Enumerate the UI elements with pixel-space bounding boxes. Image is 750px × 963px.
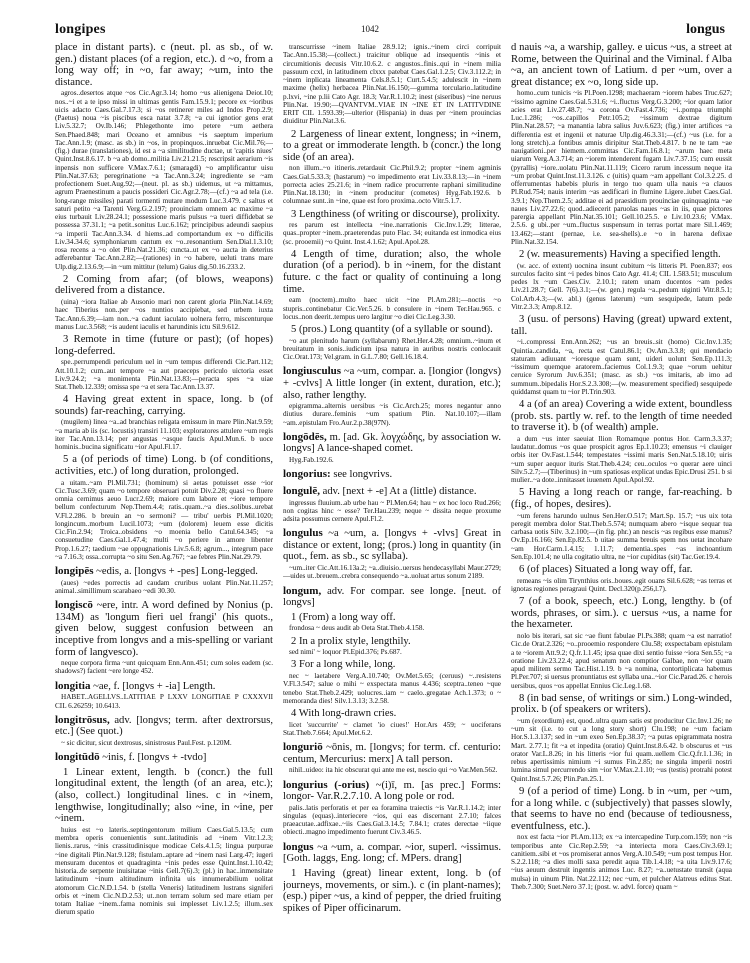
- citation-block: nolo bis iterari, sat sic ~ae fiunt fabulae Pl.Ps.388; quam ~a est narratio! Cic.de Orat.2.326; ~o..prooemio respondere Clu.58; exspectabam epistulam a te ~iorem Att.9.2; Q.fr.1.1.45; ipsa quae dixi sentio fuisse ~iora Sen.55; ~a oratione Liv.23.22.4; apud senatum non comptior Galbae, non ~ior quam apud militem sermo Tac.Hist.1.19. b ~a nomina, contortiplicata habemus Pl.Per.707; si uersus pronuntiatus est syllaba una..~ior Cic.Parad.26. c herois uersibus, quos ~os appellat Ennius Cic.Leg.1.68.: [511, 632, 732, 690]
- sense-definition: 2 In a prolix style, lengthily.: [291, 635, 411, 647]
- citation-block: (aues) ~edes porrectis ad caudam cruribus uolant Plin.Nat.11.257; animal..simillimum scarabaeo ~edi 30.30.: [55, 578, 273, 595]
- entry-headword: longitūdō: [55, 751, 100, 764]
- dictionary-entry: [283, 486, 501, 498]
- citation-block: ~um..iter Cic.Att.16.13a.2; ~a..diuisio..uersus hendecasyllabi Maur.2729;—uides ut..breuem..crebra consequendo ~a..uoluat artus sonum 2189.: [283, 564, 501, 581]
- entry-definition: ~ōnis, m. [longvs; for term. cf. centurio: centum, Mercurius: merx] A tall person.: [283, 742, 501, 765]
- column-2: [283, 42, 501, 957]
- citation-block: non illum..~o itineris..retardauit Cic.Phil.9.2; propter ~inem agminis Caes.Gal.5.33.3; (hastarum) ~o impedimento erat Liv.33.8.13;—in ~inem porrecta acies 25.21.6; in ~inem radice procurrente raphani similitudine Plin.Nat.18.130; in ~inem producitur (cometes) Hyg.Fab.192.6. b columnae sunt..in ~ine, quae est foro proxima..octo Vitr.5.1.7.: [283, 164, 501, 206]
- sense-definition: 2 Largeness of linear extent, longness; in ~inem, to a great or immoderate length. b (concr.) the long side (of an area).: [283, 128, 501, 163]
- dictionary-entry: [283, 366, 501, 401]
- citation-block: HABET..AGELLVS..LATITIAE P LXXV LONGITIAE P CXXXVII CIL 6.26259; 10.6413.: [55, 693, 273, 710]
- dictionary-entry: [283, 469, 501, 481]
- sense-definition: 4 With long-drawn cries.: [291, 708, 397, 719]
- sense-definition: 4 Length of time, duration; also, the whole duration (of a period). b in ~inem, for the distant future. c the fact or quality of continuing a long time.: [283, 248, 501, 295]
- citation-block: ~um ferens harundo uulnus Sen.Her.O.517; Mart.Sp. 15.7; ~us uix tota peregit membra dolor Stat.Theb.5.574; numquam abero ~isque sequar tua carbasa uotis Silv. 3.2.100;—(in fig. phr.) an nescis ~as regibus esse manus? Ov.Ep.16.166; Sen.Ep.82.5. b uitae summa breuis spem nos uetat incohare ~am Hor.Carm.1.4.15; 1.11.7; dementia..spes ~as inchoantium Sen.Ep.101.4; ne ulla cogitatio ultra, ne ~ior cupiditas (sit) Tac.Ger.19.4.: [511, 511, 732, 561]
- citation-block: (w. acc. of extent) uocnina insunt cubitum ~is litteris Pl. Poen.837; eos surculos facito sint ~i pedes binos Cato Agr. 41.4; CIL 1.583.51; musculum pedes lx ~um Caes.Civ. 2.10.1; ratem unam ducentos ~am pedes Liv.21.28.7; Gell. 7(6).3.1;—(w. gen.) regula ~a..pedum uiginti Vitr.8.5.1; Col.Arb.4.3;—(w. abl.) (genus laterum) ~um sesquipede, latum pede Vitr.2.3.3; Amp.8.12.: [511, 261, 732, 311]
- sense-definition: 5 Having a long reach or range, far-reaching. b (fig., of hopes, desires).: [511, 487, 732, 511]
- sense-definition: 5 (pros.) Long quantity (of a syllable or sound).: [291, 324, 493, 335]
- entry-headword: longōdēs,: [283, 430, 327, 443]
- entry-definition: ~a ~um, a. compar. ~ior, superl. ~issimus. [Goth. laggs, Eng. long; cf. MPers. drang]: [283, 841, 501, 865]
- sense-definition: 1 Linear extent, length. b (concr.) the full longitudinal extent, the length (of an area, etc.); (also, collect.) longitudinal lines. c in ~inem, lengthwise, longitudinally; also ~ine, in ~ine, per ~inem.: [55, 766, 273, 825]
- entry-headword: longiusculus: [283, 365, 342, 378]
- sense-definition: 3 Lengthiness (of writing or discourse), prolixity.: [291, 208, 500, 220]
- dictionary-entry: [283, 432, 501, 455]
- sense-definition: 3 Remote in time (future or past); (of hopes) long-deferred.: [55, 334, 273, 357]
- page-header: [0, 22, 750, 38]
- citation-block: remeans ~is olim Tirynthius oris..boues..egit ouans Sil.6.628; ~as terras et ignotas regiones peragraui Quint. Decl.320(p.256,l.7).: [511, 576, 732, 593]
- entry-definition: ~a ~um, compar. a. [longior (longvs) + -cvlvs] A little longer (in extent, duration, etc.); also, rather lengthy.: [283, 366, 501, 401]
- page-number: 1042: [361, 24, 379, 34]
- entry-headword: longum,: [283, 584, 322, 597]
- citation-block: homo..cum tunicis ~is Pl.Poen.1298; machaeram ~iorem habes Truc.627; ~issimo agmine Caes.Gal.5.31.6; ~i..fluctus Verg.G.3.200; ~ior quam latior acies erat Liv.27.48.7; ~a corona Ov.Fast.4.736; ~i..pompa triumphi Luc.1.286; ~os..capillos Petr.105.2; ~issimum dextrae digitum Plin.Nat.28.57; ~a manantia labra salius Juv.6.623; (fig.) inter artifices ~a differentia est et ingenii et naturae Ulp.dig.46.3.31;—(cf.) ~us (i.e. for a long stretch)..a fontibus amnis diripitur Stat.Theb.4.817. b ne te tam ~ae nauigationi..per hiemem..committas Cic.Fam.16.8.1; ~arum haec meta uiarum Verg.A.3.714; an ~iorem intenderent fugam Liv.7.37.15; cum eussit (pyrallis) ~iore..uolatu Plin.Nat.11.119; Cicero rarum incessum neque ita ~um probat Quint.Inst.11.3.126. c (uitis) quam ~am appellant Col.3.2.25. d offerrumentas habebis pluris in tergo tuo quam ulla nauis ~a clauos Pl.Rud.754; nauis interim ~as aedificari in flumine Ligere..iubet Caes.Gal. 3.9.1; Nep.Them.2.5; additae ei ad praesidium prouinciae quinquaginta ~ae naues Liv.27.22.6; quod..adiecerit paruolas naues ~as in iis, quae pictores parergia appellant Plin.Nat.35.101; Gell.10.25.5. e Liv.10.23.6; V.Max. 2.5.6. g ubi..per ~um..fluctus suspensum in terras portat mare Sil.1.469; 13.462;—stant (pernae, i.e. sea-shells)..e ~o in harena defixae Plin.Nat.32.154.: [511, 89, 732, 246]
- citation-block: spe..perrumpendi periculum uel in ~um tempus differendi Cic.Part.112; Att.10.1.2; cum..aut tempore ~a aut praeceps periculo uictoria esset Liv.9.24.2; ~a monimenta Plin.Nat.13.83;—peracta spes ~a uiae Stat.Theb.12.339; omissa spe ~a et sera Tac.Ann.13.37.: [55, 358, 273, 391]
- citation-block: res parum est intellecta ~ine..narrationis Cic.Inv.1.29; litterae, quas..propter ~inem..praeterendas puto Flac. 34; euitanda est inmodica eius (sc. prooemii) ~o Quint. Inst.4.1.62; Apul.Apol.28.: [283, 221, 501, 246]
- dictionary-entry: [283, 842, 501, 865]
- citation-block: epigramma..alternis uersibus ~is Cic.Arch.25; mores negantur anno diutius durare..feminis ~um spatium Plin. Nat.10.107;—illam ~am..epistulam Fro.Aur.2.p.38(97N).: [283, 402, 501, 427]
- citation-block: ~ sic dicitur, sicut dextrosus, sinistrosus Paul.Fest. p.120M.: [61, 738, 232, 747]
- sense-definition: 8 (in bad sense, of writings or sim.) Long-winded, prolix. b (of speakers or writers).: [511, 692, 732, 716]
- entry-headword: longus: [283, 840, 314, 853]
- entry-definition: adv. [longvs; term. after dextrorsus, etc.] (See quot.): [55, 714, 273, 738]
- entry-definition: ~ae, f. [longvs + -ia] Length.: [90, 680, 216, 692]
- entry-definition: see longvrivs.: [330, 469, 393, 481]
- sense-definition: 2 (w. measurements) Having a specified length.: [519, 249, 721, 261]
- sense-definition: 3 For a long while, long.: [291, 659, 396, 671]
- sense-definition: 3 (usu. of persons) Having (great) upward extent, tall.: [511, 314, 732, 337]
- citation-block: nec ~ laetabere Verg.A.10.740; Ov.Met.5.65; (ceruus) ~..resistens V.Fl.3.547; salue o mihi ~ exspectata manus 4.436; sceptra..teneo ~que tenebo Stat.Theb.2.429; uolucres..iam ~ caelo..gregatae Ach.1.373; o ~ memoranda dies! Silv.1.3.13; 3.2.58.: [283, 672, 501, 705]
- entry-definition: ~ere, intr. A word defined by Nonius (p. 134M) as 'longum fieri uel frangi' (his quots., given below, suggest confusion between an inceptive from longvs and a mis-spelling or variant form of langvesco).: [55, 600, 273, 658]
- sense-definition: d nauis ~a, a warship, galley. e uicus ~us, a street at Rome, between the Quirinal and the Viminal. f Alba ~a, an ancient town of Latium. d per ~um, over a great distance; ex ~o, long side up.: [511, 42, 732, 88]
- citation-block: ~um (exordium) est, quod..ultra quam satis est producitur Cic.Inv.1.26; ne ~um sit (i.e. to cut a long story short) Clu.198; ne ~um faciam Hor.S.1.3.137; sed in ~um exeo Sen.Ep.38.37; ~a putas epigrammata nostra Mart. 2.77.1; fit ~a et inpedita (oratio) Quint.Inst.8.6.42. b obscurus et ~us orator Var.L.8.26; in his litteris ~ior fui quam..uellem Cic.Q.fr.1.1.36; in rebus apertissimis nimium ~i sumus Fin.2.85; ne singula imperii nostri lumina simul percurrendo sim ~ior V.Max.2.1.10; ~us (testis) protrahi potest Quint.Inst.5.7.26; Plin.Pan.25.1.: [511, 716, 732, 783]
- sense-definition: 5 a (of periods of time) Long. b (of conditions, activities, etc.) of long duration, prolonged.: [55, 454, 273, 478]
- citation-block: (mugilem) linea ~a..ad branchias religata emissum in mare Plin.Nat.9.59; ~a maria ab iis (sc. locustis) transiri 11.103; exploratores attulere ~um regis iter Tac.Ann.13.14; per angustas ~asque faucis Apul.Mun.6. b uoce hominis..bucina significatu ~ior Apul.Fl.17.: [55, 418, 273, 452]
- citation-block: eam (noctem)..multo haec uicit ~ine Pl.Am.281;—noctis ~o stupris..continebatur Cic.Ver.5.26. b consulere in ~inem Ter.Hau.965. c locus..non deerit..tempus uero largitur ~o diei Cic.Leg.3.30.: [283, 296, 501, 321]
- entry-definition: m. [ad. Gk. λογχώδης, by association w. longvs] A lance-shaped comet.: [283, 431, 501, 455]
- sense-definition: 7 (of a book, speech, etc.) Long, lengthy. b (of words, phrases, or sim.). c uersus ~us, a name for the hexameter.: [511, 596, 732, 631]
- citation-block: sed nimi' ~ loquor Pl.Epid.376; Ps.687.: [289, 648, 402, 657]
- sense-definition: 4 Having great extent in space, long. b (of sounds) far-reaching, carrying.: [55, 394, 273, 417]
- sense-definition: 9 (of a period of time) Long. b in ~um, per ~um, for a long while. c (subjectively) that passes slowly, that seems to have no end (because of tediousness, eventfulness, etc.).: [511, 785, 732, 832]
- dictionary-entry: [55, 715, 273, 738]
- entry-headword: longipēs: [55, 565, 94, 578]
- column-3: [511, 42, 732, 957]
- sense-definition: 2 Coming from afar; (of blows, weapons) delivered from a distance.: [55, 273, 273, 297]
- citation-block: transcurrisse ~inem Italiae 28.9.12; ignis..~inem circi corripuit Tac.Ann.15.38;—(collect.) traicitur oblique ad insequentis ~inis et circumitionis decusis Vitr.10.6.2. c angustos..finis..qui in ~inem milia passuum ccxl, in latitudinem clxxx patebat Caes.Gal.1.2.5; Civ.3.112.2; in ~inem inplicata lineamenta Cels.8.5.1; Curt.5.4.5; adulescit in ~inem maxime (helix) herbacea Plin.Nat.16.150;—gumma torculario..latitudine p.lxvi, ~ine p.lii Cato Agr. 18.3; Var.R.1.10.2; inest (siseribus) ~ine neruus Plin.Nat. 19.90;—QVANTVM..VIAE IN ~INE ET IN LATITVDINE ERIT CIL 1.593.39;—ulterior (Hispania) in duas per ~inem prouincias diuiditur Plin.Nat.3.6.: [283, 43, 501, 126]
- citation-block: agros..desertos atque ~os Cic.Agr.3.14; homo ~us alienigena Deiot.10; nos..~i et a te ipso missi in ultimas gentis Fam.15.9.1; pecore ex ~ioribus uicis adacto Caes.Gal.7.17.3; si ~os retinerer miles ad Indos Prop.2.9; (Paetus) noua ~is piscibus esca natat 3.7.8; ~a cui ignotior gens erat Liv.5.32.7; Ov.Ib.146; Phlegethonte imo petere ~um aethera Sen.Phaed.848; mari Oceano et amnibus ~is saeptum imperium Tac.Ann.1.9; (masc. as sb.) in ~os, in propinquos..inruebat Cic.Mil.76;—(fig.) durae (translationes), id est a ~a similitudine ductae, ut 'capitis niues' Quint.Inst.8.6.17. b ~a ab domo..militia Liv.21.21.5; rescripsit aerarium ~is inpensis non sufficere V.Max.7.6.1; (smaragdi) ~o amplificantur uisu Plin.Nat.37.63; peregrinatione ~a Tac.Ann.3.24; ingrediente se ~am profectionem Suet.Aug.92;—(neut. pl. as sb.) uidemus, ut ~a mittamus, agrum Praenestinum a paucis possideri Cic.Agr.2.78;—(cf.) ~a ad tela (i.e. long-range missiles) parati tormenti mutare modum Luc.3.479. c saltus et saturi petito ~a Tarenti Verg.G.2.197; prouinciam omnem ac maxime ~a eius turbauit Liv.28.24.1; possessione maris pulsus ~a tueri diffidebat se possessa 37.31.1; ~a petit..sonitus Luc.6.162; principibus adeundi saepius ~a imperii Tac.Ann.3.34. d hiems..ad comportandum ex ~o difficilis Liv.34.34.6; symphoniarum cantum ex ~o..resonantium Sen.Dial.1.3.10; rosa recens a ~o olet Plin.Nat.21.36; cuncta..ut ex ~o aucta in deterius adferebantur Tac.Ann.2.82;—(rationes) in ~o habere, ueluti trans mare Ulp.dig.2.13.6.9;—in ~um mittitur (telum) Gaius dig.50.16.233.2.: [55, 89, 273, 271]
- citation-block: nox est facta ~ior Pl.Am.113; ex ~a intercapedine Turp.com.159; non ~is temporibus ante Cic.Rep.2.59; ~a interiecta mora Caes.Civ.3.69.1; canitiem..sibi et ~os promiserat annos Verg.A.10.549; ~um post tempus Hor. S.2.2.118; ~a dies molli saxa peredit aqua Tib.1.4.18; ~a uita Liv.9.17.6; ~ius aeuum destruit ingentis animos Luc. 8.27; ~a..uetustate transit (aqua mulsa) in uinum Plin. Nat.22.112; nec ~um, et pulcher Alatreus editus Stat. Theb.7.300; Suet.Nero 37.1; (post. w. advl. force) quam ~: [511, 833, 732, 891]
- entry-definition: ~inis, f. [longvs + -tvdo]: [99, 752, 207, 764]
- citation-block: licet 'succurrite' ~ clamet 'io ciues!' Hor.Ars 459; ~ uociferans Stat.Theb.7.664; Apul.Met.6.2.: [283, 720, 501, 737]
- entry-headword: longiscō: [55, 599, 93, 612]
- entry-headword: longulus: [283, 527, 323, 540]
- dictionary-entry: [55, 681, 273, 693]
- citation-block: frondosa ~ deus audit ab Oeta Stat.Theb.4.158.: [289, 624, 425, 633]
- entry-headword: longurius (-orius): [283, 778, 370, 791]
- dictionary-entry: [55, 566, 273, 578]
- citation-block: ~o aut plenitudo harum (syllabarum) Rhet.Her.4.28; omnium..~inum et breuitatum in sonis..iudicium ipsa natura in auribus nostris conlocauit Cic.Orat.173; Vel.gram. in G.L.7.80; Gell.16.18.4.: [283, 336, 501, 362]
- entry-headword: longitia: [55, 679, 91, 692]
- citation-block: nihil..uideo: ita hic obscurat qui ante me est, nescio qui ~o Var.Men.562.: [289, 766, 498, 775]
- dictionary-entry: [55, 600, 273, 658]
- entry-definition: adv. [next + -e] At a (little) distance.: [319, 485, 477, 497]
- entry-headword: longorius:: [283, 468, 331, 481]
- dictionary-entry: [283, 586, 501, 609]
- citation-block: huius est ~o lateris..septingentorum milium Caes.Gal.5.13.5; cum membra operis conuenientis sunt..latitudinis ad ~inem Vitr.1.2.3; lienis..rarus, ~inis crassitudinisque modicae Cels.4.1.5; lingua purpurae ~ine digitali Plin.Nat.9.128; fistulam..aptare ad ~inem nasi Larg.47; iugeri mensuram ducentos et quadraginta ~inis pedes esse Quint.Inst.1.10.42; historia..de serpente inuisitatae ~inis Gell.7(6).3; (pl.) in hac..inmensitate latitudinum ~inum altitudinum infinita uis innumerabilium uolitat atomorum Cic.N.D.1.54. b (stella Veneris) latitudinem lustrans signiferi orbis et ~inem Cic.N.D.2.53; ut..non terram solum sed mare etiam per totam Italiae ~inem..fama nominis sui implesset Liv.1.2.5; illum..sex dierum spatio: [55, 825, 273, 917]
- citation-block: ~i..compressi Enn.Ann.262; ~us an breuis..sit (homo) Cic.Inv.1.35; Quintia..candida, ~a, recta est Catul.86.1; Ov.Am.3.3.8; qui mendacio staturam adiuuant ~ioresque quam sunt, uideri uolunt Sen.Ep.111.3; ~issimum quemque aratorem..faciemus Col.1.9.3; quae ~orum uehitur ceruice Syrorum Juv.6.351; (masc. as sb.) ~os imitaris, ab imo ad summum..bipedalis Hor.S.2.3.308;—(w. measurement specified) sesquipede quiddamst quam tu ~ior Pl.Trin.903.: [511, 338, 732, 396]
- entry-headword: longitrōsus,: [55, 713, 110, 726]
- entry-definition: ~(i)ī, m. [as prec.] Forms: longor- Var.R.2.7.10. A long pole or rod.: [283, 779, 501, 803]
- dictionary-entry: [283, 528, 501, 563]
- sense-definition: 1 (From) a long way off.: [291, 611, 396, 623]
- entry-definition: adv. For compar. see longe. [neut. of longvs]: [283, 585, 501, 609]
- entry-headword: longuriō: [283, 741, 323, 754]
- entry-definition: ~a ~um, a. [longvs + -vlvs] Great in distance or extent, long; (pros.) long in quantity (in quot., fem. as sb., sc syllaba).: [283, 528, 501, 563]
- dictionary-columns: [55, 42, 732, 957]
- citation-block: Hyg.Fab.192.6.: [289, 456, 334, 465]
- entry-definition: ~edis, a. [longvs + -pes] Long-legged.: [93, 566, 258, 578]
- right-running-headword: longus: [686, 22, 725, 37]
- dictionary-entry: [283, 780, 501, 803]
- sense-definition: 6 (of places) Situated a long way off, far.: [519, 564, 693, 576]
- citation-block: neque corpora firma ~unt quicquam Enn.Ann.451; cum soles eadem (sc. shadows?) facient ~ere longe 452.: [55, 659, 273, 676]
- citation-block: ingressus fluuium..ab urbe hau ~ Pl.Men.64; hau ~ ex hoc loco Rud.266; non cogitas hinc ~ esse? Ter.Hau.239; neque ~ dissita neque proxume adsita possumus cernere Apul.Fl.2.: [283, 498, 501, 523]
- left-running-headword: longipes: [55, 22, 106, 37]
- dictionary-entry: [55, 752, 273, 764]
- column-1: [55, 42, 273, 957]
- sense-definition: place in distant parts). c (neut. pl. as sb., of w. gen.) distant places (of a region, etc.). d ~o, from a long way off; in ~o, far away; ~um, into the distance.: [55, 42, 273, 88]
- entry-headword: longulē,: [283, 484, 320, 497]
- citation-block: a uitam..~am Pl.Mil.731; (hominum) si aetas potuisset esse ~ior Cic.Tusc.3.69; quam ~o tempore obseruari potuit Div.2.28; quasi ~o fluere omnia cernimus aeuo Lucr.2.69; maiore cum labore et ~iore tempore bellum confecturum Nep.Them.4.4; ratis..quam..~a dies..solibus..urebat V.Fl.2.286. b breuin an ~o sermoni? — tribu' uerbis Pl.Mil.1020; longincum..morbum Lucil.1073; ~um (dolorem) leuem esse dicitis Cic.Fin.2.94; Troica..obsidens ~o moenia bello Catul.64.345; ~a consuetudine Caes.Gal.1.47.4; multi ~o periere in amore libenter Prop.1.6.27; taedium ~ae oppugnationis Liv.5.6.8; agrum..., integrum pace ~a 7.16.3; ossa..corrupta ~o situ Sen.Ag.767; ~ae febres Plin.Nat.29.79.: [55, 478, 273, 561]
- citation-block: palis..latis perforatis et per ea foramina traiectis ~is Var.R.1.14.2; inter singulas (equas)..interiecere ~ios, qui eas discernant 2.7.10; falces praeacutae..adfixae..~iis Caes.Gal.3.14.5; 7.84.1; crates derectae ~iique obiecti..magno impedimento fuerunt Civ.3.46.5.: [283, 803, 501, 837]
- citation-block: (uina) ~iora Italiae ab Ausonio mari non carent gloria Plin.Nat.14.69; haec Tiberius non..per ~os nuntios accipiebat, sed urbem iuxta Tac.Ann.6.39;—iam non..~a cadunt iaculato uolnera ferro, miscenturque manus Luc.3.568; ~is audent iaculis et harundinis ictu Sil.9.612.: [55, 298, 273, 331]
- sense-definition: 1 Having (great) linear extent, long. b (of journeys, movements, or sim.). c (in plant-names); (esp.) piper ~us, a kind of pepper, the dried fruiting spikes of Piper officinarum.: [283, 867, 501, 914]
- citation-block: a dum ~us inter saeuiat Ilion Romamque pontus Hor. Carm.3.3.37; laudatur..domus ~os quae prospicit agros Ep.1.10.23; emensus ~i clauiger orbis iter Ov.Fast.1.544; tempestates ~issimi maris Sen.Nat.5.18.10; uiris ~um super aequor ituris Stat.Theb.4.24; ceu..oculos ~o querar aere uinci Silv.5.2.7;—(Tiberinus) in ~um spatiosas explicat undas Epic.Drusi 251. b si mulier..~a dote..innitasset iuuenem Apul.Apol.92.: [511, 434, 732, 485]
- sense-definition: 4 a (of an area) Covering a wide extent, boundless (prob. sts. partly w. ref. to the length of time needed to traverse it). b (of wealth) ample.: [511, 399, 732, 434]
- dictionary-entry: [283, 742, 501, 765]
